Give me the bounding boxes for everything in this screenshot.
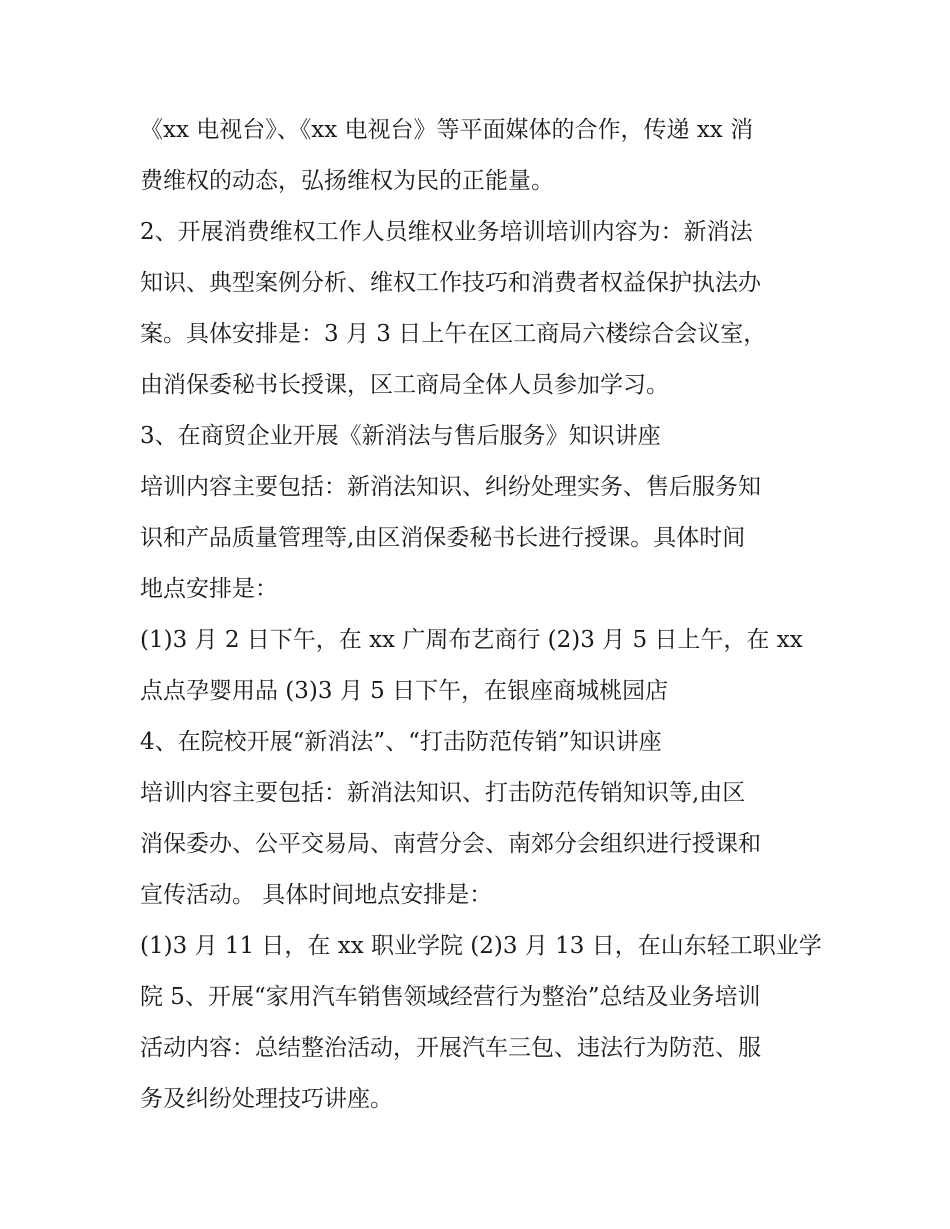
- text-line: 培训内容主要包括：新消法知识、纠纷处理实务、售后服务知: [140, 474, 761, 500]
- text-line: 地点安排是：: [140, 576, 278, 602]
- text-line: 点点孕婴用品 (3)3 月 5 日下午，在银座商城桃园店: [140, 678, 669, 704]
- text-line: 培训内容主要包括：新消法知识、打击防范传销知识等,由区: [140, 780, 746, 806]
- text-line: 由消保委秘书长授课，区工商局全体人员参加学习。: [140, 372, 669, 398]
- text-line: 3、在商贸企业开展《新消法与售后服务》知识讲座: [140, 423, 661, 449]
- text-line: 识和产品质量管理等,由区消保委秘书长进行授课。具体时间: [140, 525, 746, 551]
- text-line: 知识、典型案例分析、维权工作技巧和消费者权益保护执法办: [140, 270, 761, 296]
- text-line: 务及纠纷处理技巧讲座。: [140, 1086, 393, 1112]
- text-line: 宣传活动。 具体时间地点安排是：: [140, 882, 493, 908]
- text-line: 消保委办、公平交易局、南营分会、南郊分会组织进行授课和: [140, 831, 761, 857]
- text-line: (1)3 月 2 日下午，在 xx 广周布艺商行 (2)3 月 5 日上午，在 xx: [140, 627, 803, 653]
- text-line: 院 5、开展“家用汽车销售领域经营行为整治”总结及业务培训: [140, 984, 761, 1010]
- text-line: 2、开展消费维权工作人员维权业务培训培训内容为：新消法: [140, 219, 753, 245]
- text-line: 费维权的动态，弘扬维权为民的正能量。: [140, 168, 554, 194]
- text-line: 4、在院校开展“新消法”、“打击防范传销”知识讲座: [140, 729, 662, 755]
- text-line: 活动内容：总结整治活动，开展汽车三包、违法行为防范、服: [140, 1035, 761, 1061]
- document-body: [140, 105, 820, 1125]
- text-line: (1)3 月 11 日，在 xx 职业学院 (2)3 月 13 日，在山东轻工职业学: [140, 933, 822, 959]
- text-line: 《xx 电视台》、《xx 电视台》等平面媒体的合作，传递 xx 消: [140, 117, 754, 143]
- text-line: 案。具体安排是：3 月 3 日上午在区工商局六楼综合会议室，: [140, 321, 767, 347]
